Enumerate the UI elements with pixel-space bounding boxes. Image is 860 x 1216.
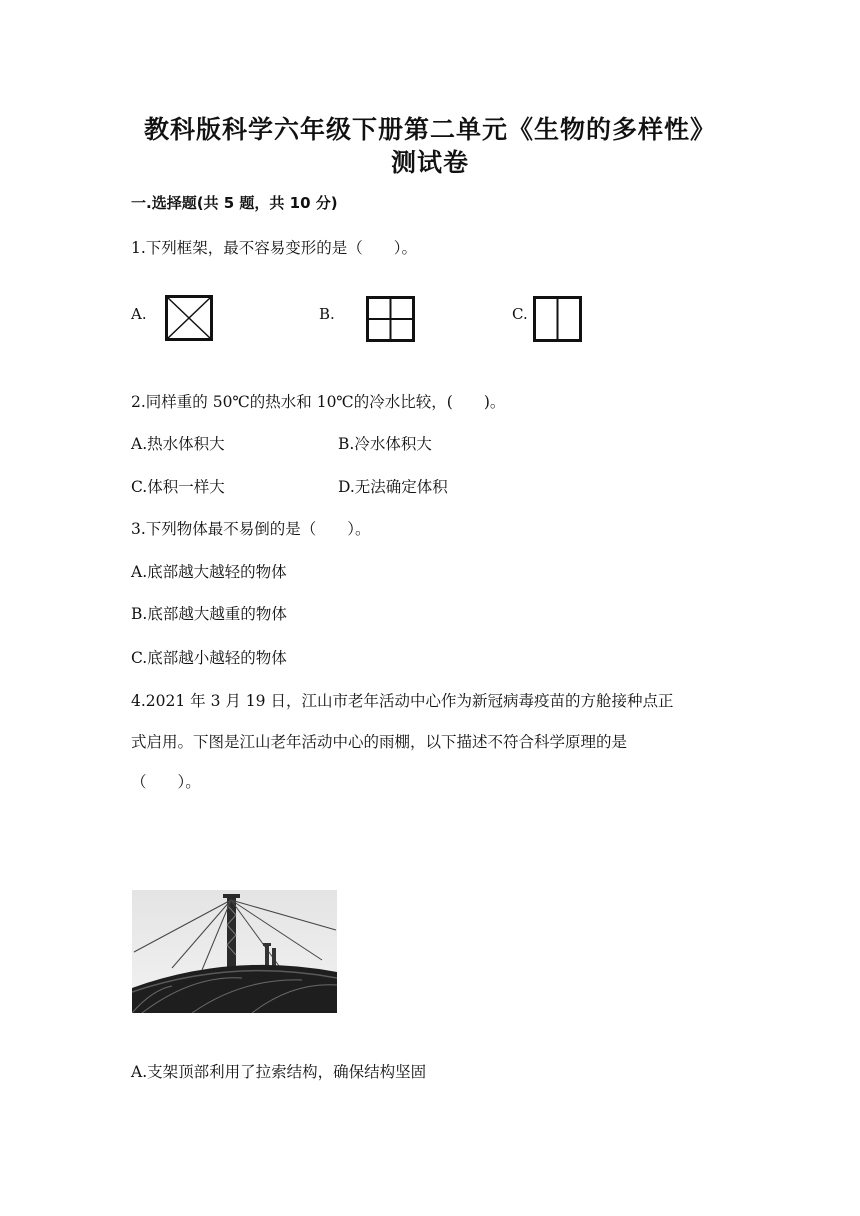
page-subtitle: 测试卷 [390,148,469,177]
page-title: 教科版科学六年级下册第二单元《生物的多样性》 [143,115,716,144]
question-1-stem: 1.下列框架，最不容易变形的是（ ）。 [131,239,418,257]
q3-option-b: B.底部越大越重的物体 [131,605,287,623]
q3-option-a: A.底部越大越轻的物体 [131,563,287,581]
question-3-stem: 3.下列物体最不易倒的是（ ）。 [131,520,371,538]
square-with-cross-icon [366,296,415,342]
q2-option-b: B.冷水体积大 [338,435,432,453]
square-with-diagonals-icon [165,295,213,341]
question-4-stem-line-2: 式启用。下图是江山老年活动中心的雨棚，以下描述不符合科学原理的是 [131,733,628,751]
question-4-stem-line-1: 4.2021 年 3 月 19 日，江山市老年活动中心作为新冠病毒疫苗的方舱接种点正 [131,692,674,710]
q1-option-a-label: A. [131,305,147,323]
q2-option-c: C.体积一样大 [131,478,225,496]
q3-option-c: C.底部越小越轻的物体 [131,649,287,667]
square-with-vertical-divider-icon [533,296,582,342]
question-4-stem-line-3: （ ）。 [131,773,201,791]
question-2-stem: 2.同样重的 50℃的热水和 10℃的冷水比较，( )。 [131,393,506,411]
canopy-photo [132,890,337,1013]
q1-option-b-label: B. [319,305,335,323]
section-heading: 一.选择题(共 5 题，共 10 分) [131,194,338,212]
q2-option-a: A.热水体积大 [131,435,225,453]
q1-option-c-label: C. [512,305,528,323]
q2-option-d: D.无法确定体积 [338,478,448,496]
q4-option-a: A.支架顶部利用了拉索结构，确保结构坚固 [131,1063,427,1081]
